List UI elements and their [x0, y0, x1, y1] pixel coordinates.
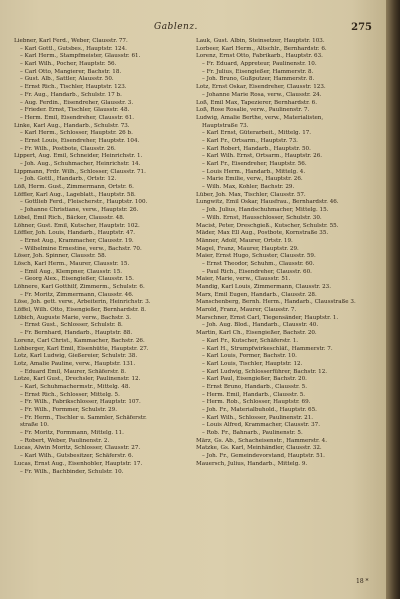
directory-entry: – Joh. Julius, Handschuhmacher, Mittelg. 15. [202, 207, 329, 214]
directory-entry: – Karl Wilh., Pocher, Hauptstr. 56. [20, 61, 117, 68]
directory-entry: Magel, Franz, Maurer, Hauptstr. 29. [196, 245, 299, 252]
directory-entry: – Georg Alex., Eisengießer, Clausstr. 15. [20, 276, 134, 283]
directory-entry: Lippmann, Frdr. Wilh., Schlosser, Clausstr. 71. [14, 168, 146, 175]
directory-entry: Marschner, Ernst Carl, Tiegensänder, Hauptstr. 1. [196, 314, 339, 321]
directory-entry: – Herm. Rob., Schlosser, Hauptstr. 69. [202, 399, 311, 406]
directory-entry: Lorenz, Ernst Otto, Fabrikarb., Hauptstr. 63. [196, 53, 323, 60]
book-binding-edge [386, 0, 400, 599]
directory-entry: Loß, Emil Max, Tapezierer, Bernhardstr. 6. [196, 99, 318, 106]
directory-entry: Lüber, Joh. Max, Tischler, Clausstr. 57. [196, 191, 306, 198]
directory-entry: Lotze, Karl Gust., Drechsler, Paulinenstr. 12. [14, 376, 141, 383]
directory-entry: – Ernst Rich., Tischler, Hauptstr. 123. [20, 84, 127, 91]
directory-entry: – Ernst Gust., Schlosser, Schulstr. 8. [20, 322, 123, 329]
directory-entry: – Louis Alfred, Krammacher, Clausstr. 37. [202, 422, 321, 429]
directory-entry: Löffel, Wilh. Otto, Eisengießer, Bernhardstr. 8. [14, 307, 147, 314]
directory-entry: – Joh. Aug., Schuhmacher, Heinrichstr. 14. [20, 161, 141, 167]
directory-entry: – Ernst Aug., Krammacher, Clausstr. 19. [20, 237, 134, 244]
directory-entry: Marx, Emil Eugen, Handarb., Clausstr. 28. [196, 291, 317, 298]
directory-entry: – Karl, Schuhmachermstr., Mittelg. 48. [20, 383, 131, 390]
directory-entry: – Karl Louis, Former, Bachstr. 10. [202, 353, 297, 360]
directory-entry: – Gust. Alb., Sattler, Alausstr. 50. [20, 76, 114, 83]
directory-entry: Lucas, Alwin Moritz, Schlosser, Clausstr. 27. [14, 445, 141, 452]
directory-entry: Löß, Herm. Gust., Zimmermann, Ortstr. 6. [14, 184, 134, 191]
directory-entry: – Johanne Marie Rosa, verw., Clausstr. 24. [202, 91, 322, 98]
directory-entry: – Fr. Wilh., Formmer, Schulstr. 29. [20, 407, 117, 413]
directory-entry: Lotz, Ernst Oskar, Eisendreher, Clausstr. 123. [196, 84, 326, 91]
directory-entry: – Carl Otto, Mangierer, Bachstr. 18. [20, 68, 122, 75]
directory-entry: – Johanne Christiane, verw., Hauptstr. 26. [20, 207, 139, 214]
directory-entry: – Fr. Eduard, Appreteur, Paulinenstr. 10. [202, 61, 317, 68]
left-column [14, 38, 190, 476]
directory-entry: – Fr. Bernhard, Handarb., Hauptstr. 88. [20, 330, 133, 337]
directory-entry: – Karl Robert, Handarb., Hauptstr. 50. [202, 145, 311, 152]
directory-entry: – Fr. Wilh., Postbote, Clausstr. 26. [20, 145, 116, 152]
sheet-signature: 18 * [356, 578, 369, 585]
directory-entry: Manschenberg, Bernh. Herm., Handarb., Clausstraße 3. [196, 299, 356, 306]
directory-entry: straße 10. [20, 422, 49, 429]
directory-entry: – Fr. Moritz, Formmann, Mittelg. 11. [20, 430, 124, 437]
directory-entry: – Marie Emilie, verw., Hauptstr. 26. [202, 176, 303, 183]
directory-entry: Männer, Adolf, Maurer, Ortstr. 19. [196, 237, 293, 244]
directory-entry: – Karl Herm., Schlosser, Hauptstr. 26 b. [20, 130, 133, 137]
directory-entry: Löbich, Auguste Marie, verw., Bachstr. 3. [14, 314, 132, 321]
directory-entry: – Ernst Louis, Eisendreher, Hauptstr. 104. [20, 137, 140, 144]
directory-entry: März, Gs. Ab., Schacheisenstr., Hammerstr. 4. [196, 437, 327, 444]
directory-entry: – Joh. Aug. Blod., Handarb., Clausstr. 40. [202, 322, 319, 329]
directory-entry: Lorbeer, Karl Herm., Altschlr., Bernhardstr. 6. [196, 45, 327, 52]
directory-entry: Lungwitz, Emil Oskar, Hausfrau., Bernhardstr. 46. [196, 199, 339, 206]
directory-entry: – Wilhelmine Ernestine, verw., Bachstr. 70. [20, 245, 142, 252]
directory-entry: – Karl H., Strumpfwirkeschläf., Hammerstr. 7. [202, 345, 333, 352]
directory-entry: Linke, Karl Aug., Handarb., Schulstr. 73. [14, 122, 130, 129]
directory-entry: Lorenz, Carl Christ., Kammacher, Bachstr. 26. [14, 337, 145, 344]
directory-entry: – Louis Herm., Handarb., Mittelg. 4. [202, 168, 306, 175]
directory-entry: – Ernst Rich., Schlosser, Mittelg. 5. [20, 391, 120, 398]
directory-entry: Ludwig, Amalie Berthe, verw., Materialisten, [196, 114, 324, 121]
directory-entry: – Karl Ludwig, Schlosserführer, Bachstr. 12. [202, 368, 328, 375]
directory-entry: Maier, Marie, verw., Clausstr. 51. [196, 276, 291, 283]
directory-entry: Mandig, Karl Louis, Zimmermann, Clausstr. 23. [196, 284, 332, 290]
directory-entry: Martin, Karl Ch., Eisengießer, Bachstr. 20. [196, 330, 317, 337]
directory-entry: – Gottlieb Ferd., Fleischerstr., Hauptstr. 100. [20, 199, 148, 206]
directory-entry: Liebner, Karl Ferd., Weber, Clausstr. 77. [14, 38, 128, 44]
directory-entry: – Emil Aug., Klempner, Clausstr. 15. [20, 268, 123, 275]
directory-entry: Matzke, Gs. Karl, Meinhändler, Clausstr. 32. [196, 445, 322, 452]
directory-entry: – Wilh. Ernst, Hausschlosser, Schulstr. 30. [202, 214, 322, 221]
directory-entry: Lohberger, Karl Emil, Eisenhütte, Hauptstr. 27. [14, 345, 149, 352]
directory-entry: – Joh. Fr., Materialbuhold., Hauptstr. 65. [202, 407, 317, 413]
directory-entry: – Fr. Julius, Eisengießer, Hammerstr. 8. [202, 68, 314, 75]
directory-entry: Mauersch, Julius, Handarb., Mittelg. 9. [196, 460, 308, 467]
directory-entry: Marold, Franz, Maurer, Clausstr. 7. [196, 307, 297, 314]
directory-entry: – Fr. Herm., Tischler u. Sammler, Schäferstr. [20, 414, 147, 421]
directory-entry: – Fr. Wilh., Fabrikschlosser, Hauptstr. 107. [20, 399, 141, 406]
directory-entry: Loß, Rose Rosalie, verw., Paulinenstr. 7. [196, 107, 310, 114]
directory-entry: – Joh. Bruno, Gußputzer, Hammerstr. 8. [202, 76, 315, 83]
directory-entry: – Robert, Weber, Paulinenstr. 2. [20, 437, 110, 444]
right-column [196, 38, 372, 469]
directory-entry: – Frieder. Ernst, Tischler, Glausstr. 48. [20, 107, 130, 114]
directory-entry: – Eduard Emil, Maurer, Schäferstr. 8. [20, 368, 127, 375]
directory-entry: Löser, Joh. Spinner, Clausstr. 58. [14, 253, 107, 260]
directory-entry: Löffler, Karl Aug., Lageblatt., Hauptstr. 58. [14, 191, 136, 198]
directory-entry: – Karl Fr., Ortsarm., Hauptstr. 73. [202, 137, 298, 144]
directory-entry: Lösch, Karl Herm., Maurer, Clausstr. 15. [14, 260, 130, 267]
directory-entry: – Karl Wilh. Ernst, Ortsarm., Hauptstr. 26. [202, 153, 323, 160]
directory-entry: – Aug. Ferdin., Eisendreher, Glausstr. 3. [20, 99, 134, 106]
directory-entry: – Karl Fr., Eisendreher, Hauptstr. 56. [202, 161, 307, 167]
directory-entry: Lotz, Amalie Pauline, verw., Hauptstr. 131. [14, 360, 136, 367]
directory-entry: – Fr. Wilh., Bachbinder, Schulstr. 10. [20, 468, 124, 475]
directory-entry: – Joh. Fr., Gemeindevorstand, Hauptstr. 51. [202, 453, 325, 460]
directory-entry: Löse, Joh. gett. verw., Arbeiterin, Heinrichstr. 3. [14, 299, 151, 306]
directory-entry: Lucas, Ernst Aug., Eisenhobler, Hauptstr. 17. [14, 460, 143, 467]
directory-entry: Hauptstraße 73. [202, 122, 249, 129]
page-header [14, 22, 384, 36]
directory-entry: Macist, Peter, Dreschgieß., Kutscher, Schulstr. 55. [196, 222, 339, 229]
directory-entry: – Karl Wilh., Schlosser, Paulinenstr. 21. [202, 414, 314, 421]
directory-entry: – Joh. Gottl., Handarb., Ortstr. 12. [20, 176, 117, 183]
directory-entry: Mäder, Max Ell Aug., Postbote, Kornstraße 35. [196, 230, 329, 237]
page-number: 275 [351, 22, 372, 33]
directory-entry: – Fr. Aug., Handarb., Schulstr. 17 b. [20, 91, 122, 98]
directory-entry: – Ernst Theodor, Schuhm., Clausstr. 60. [202, 260, 315, 267]
directory-entry: – Karl Gottl., Gutsbes., Hauptstr. 124. [20, 45, 127, 52]
page-running-title: Gablenz. [154, 22, 198, 32]
directory-entry: – Herm. Emil, Eisendreher, Clausstr. 61. [20, 114, 135, 121]
directory-entry: Maier, Ernst Hugo, Schuster, Clausstr. 59. [196, 253, 316, 260]
directory-entry: – Karl Ernst, Güterarbeit., Mittelg. 17. [202, 130, 312, 137]
directory-entry: – Karl Paul, Eisengießer, Bachstr. 20. [202, 376, 307, 383]
directory-entry: Löffler, Joh. Louis, Handarb., Hauptstr. 47. [14, 230, 136, 237]
directory-entry: Löbel, Emil Rich., Bäcker, Clausstr. 48. [14, 214, 125, 221]
directory-entry: – Ernst Bruno, Handarb., Clausstr. 5. [202, 383, 308, 390]
directory-entry: Löhnere, Karl Gotthilf, Zimmerm., Schulstr. 6. [14, 284, 145, 290]
directory-entry: – Karl Louis, Tischler, Hauptstr. 12. [202, 360, 303, 367]
directory-entry: Löhner, Gust. Emil, Kutscher, Hauptstr. 102. [14, 222, 140, 229]
directory-entry: Lotz, Karl Ludwig, Gießereier, Schulstr. 38. [14, 353, 138, 360]
directory-entry: – Karl Fr., Kutscher, Schäferstr. 1. [202, 337, 299, 344]
directory-entry: – Herm. Emil, Handarb., Clausstr. 5. [202, 391, 306, 398]
directory-entry: – Wilh. Max, Kohler, Bachstr. 29. [202, 184, 295, 191]
directory-entry: – Fr. Moritz, Zimmermann, Clausstr. 46. [20, 291, 134, 298]
directory-entry: Lauk, Gust. Albin, Steinsetzer, Hauptstr. 103. [196, 38, 325, 44]
directory-entry: – Rob. Fr., Bahnarb., Paulinenstr. 5. [202, 430, 303, 437]
directory-entry: Lippert, Aug. Emil, Schneider, Heinrichstr. 1. [14, 153, 143, 160]
directory-entry: – Karl Wilh., Gutsbesitzer, Schäferstr. 6. [20, 453, 134, 460]
directory-entry: – Karl Herm., Stampfmeister, Glausstr. 61. [20, 53, 141, 60]
directory-entry: – Paul Rich., Eisendreher, Clausstr. 60. [202, 268, 312, 275]
